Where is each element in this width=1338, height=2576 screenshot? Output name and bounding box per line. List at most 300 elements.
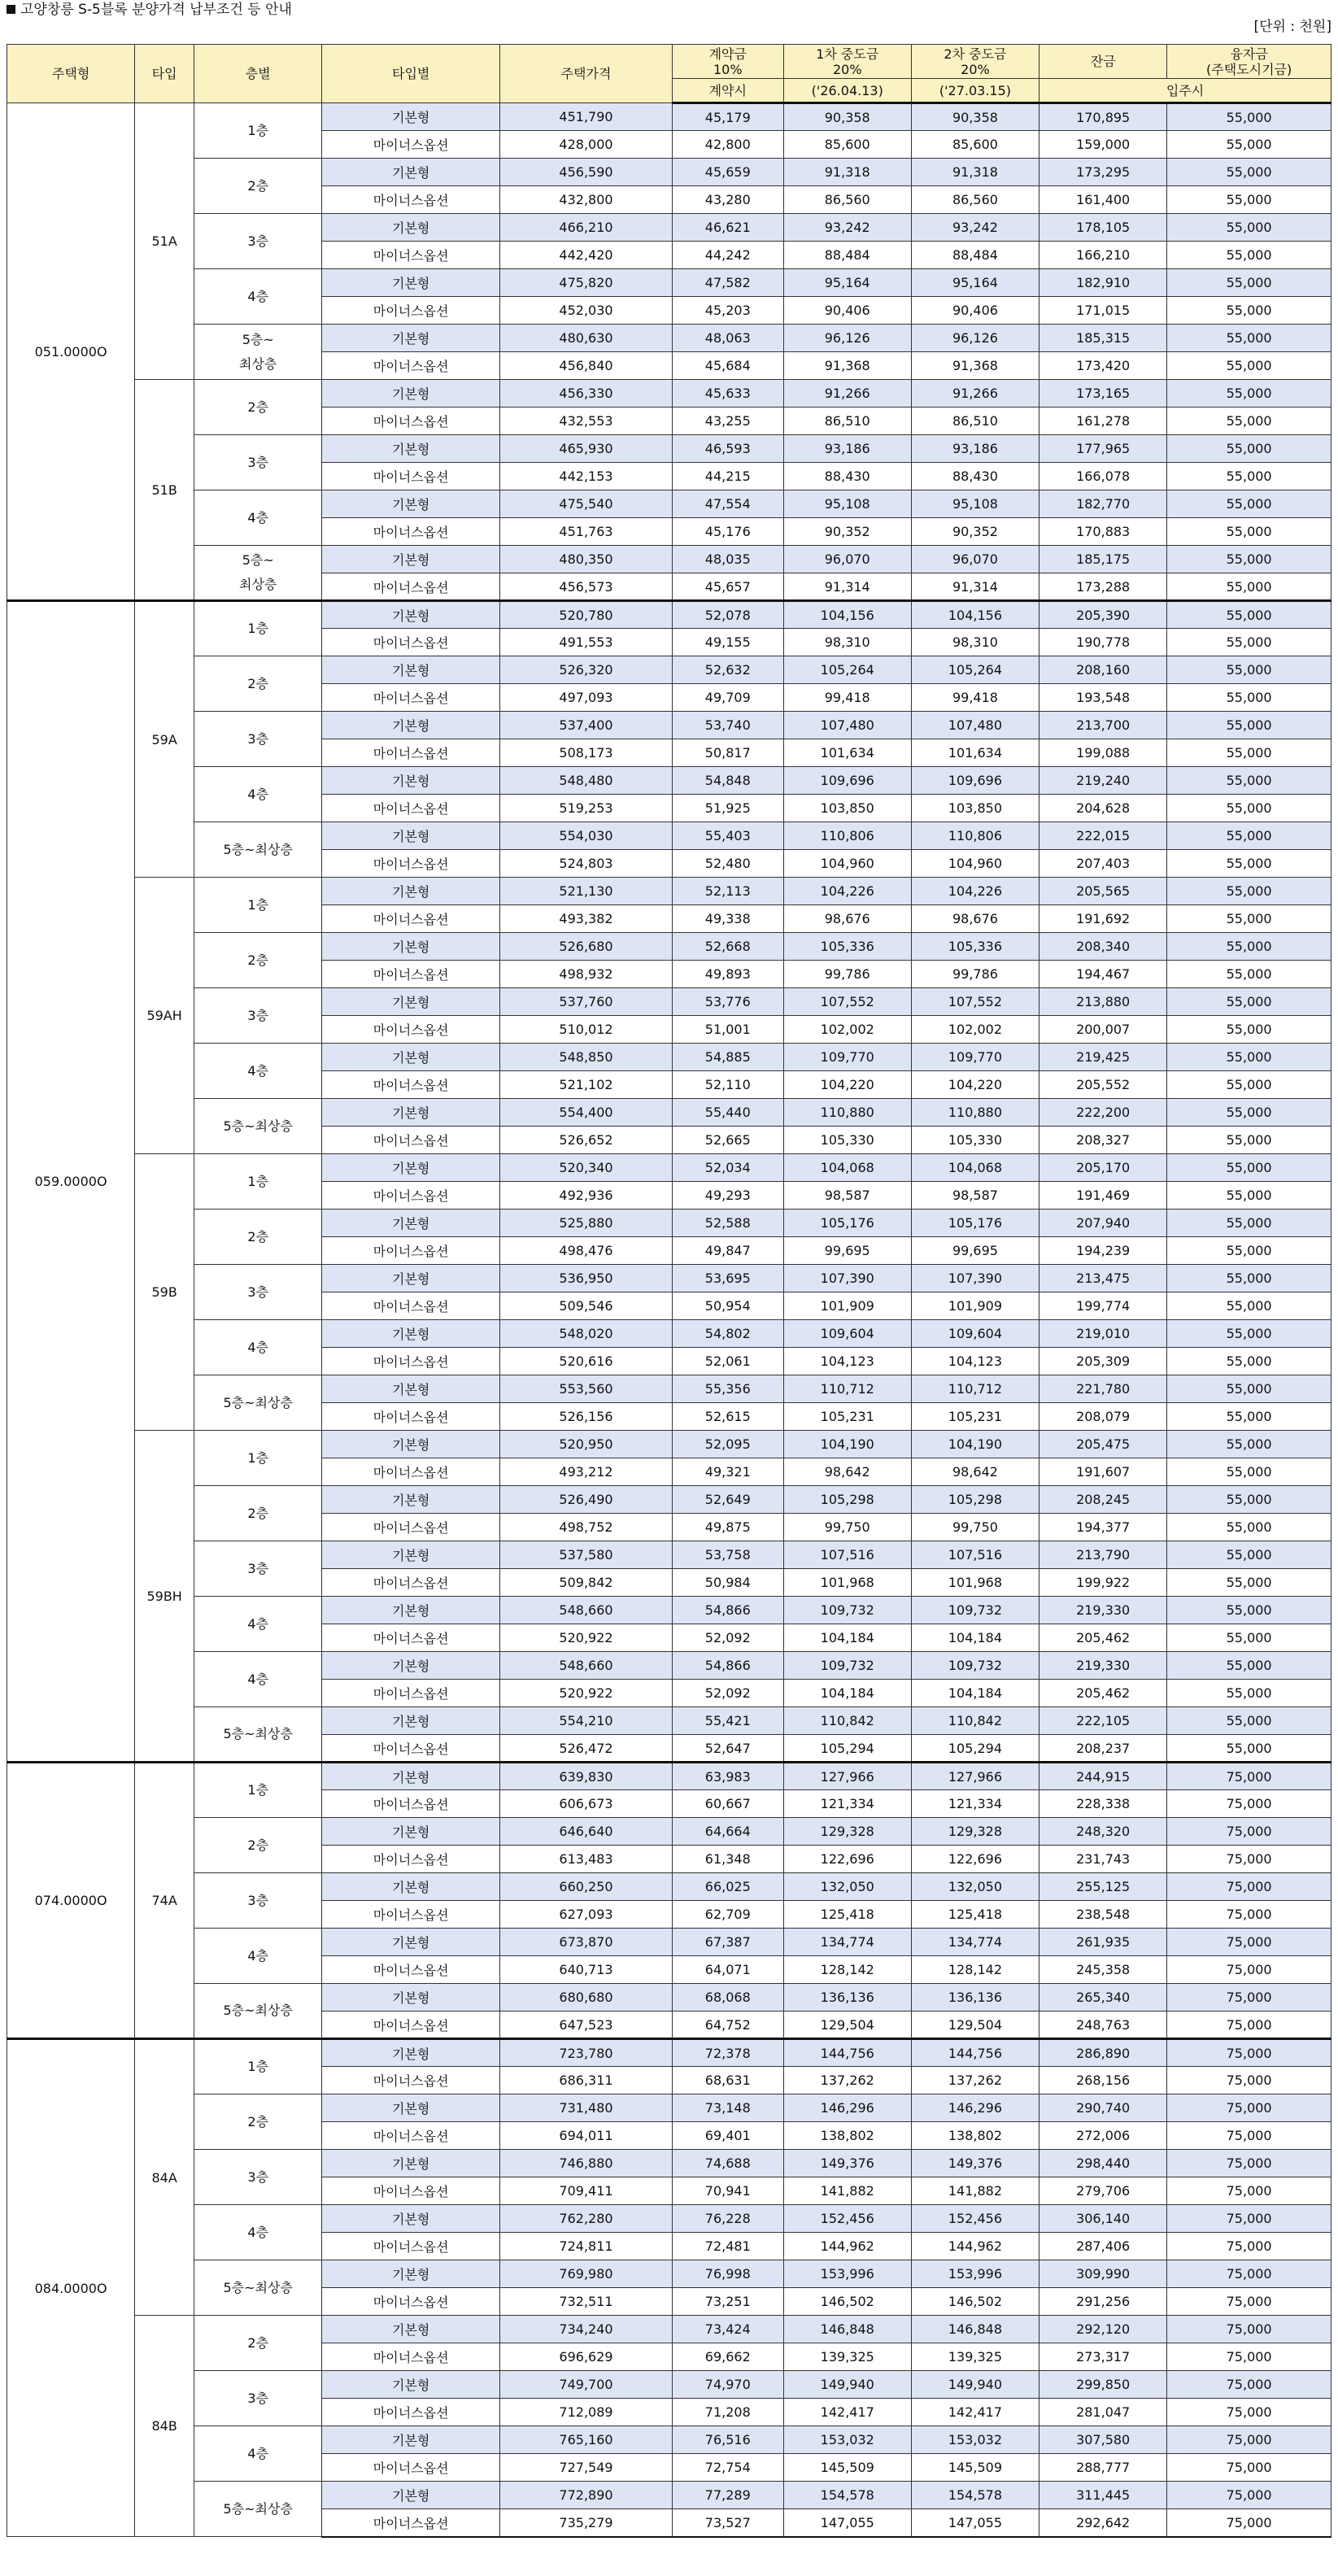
header-house-type: 주택형 [7, 45, 135, 103]
contract-cell: 76,998 [672, 2260, 783, 2288]
mid1-cell: 90,358 [783, 103, 911, 131]
loan-cell: 55,000 [1167, 767, 1331, 795]
mid2-cell: 101,909 [911, 1292, 1039, 1320]
mid1-cell: 86,560 [783, 186, 911, 214]
type-detail-cell: 마이너스옵션 [322, 1624, 500, 1652]
type-detail-cell: 마이너스옵션 [322, 1735, 500, 1763]
contract-cell: 53,776 [672, 988, 783, 1016]
contract-cell: 45,659 [672, 159, 783, 186]
table-row [7, 1873, 1331, 1901]
price-cell: 548,660 [500, 1597, 673, 1624]
balance-cell: 248,320 [1039, 1818, 1167, 1846]
mid2-cell: 104,184 [911, 1680, 1039, 1707]
mid2-cell: 104,220 [911, 1071, 1039, 1099]
balance-cell: 182,910 [1039, 269, 1167, 297]
mid1-cell: 137,262 [783, 2067, 911, 2094]
price-cell: 498,752 [500, 1514, 673, 1541]
balance-cell: 219,330 [1039, 1597, 1167, 1624]
mid2-cell: 147,055 [911, 2509, 1039, 2537]
balance-cell: 272,006 [1039, 2122, 1167, 2150]
mid1-cell: 90,352 [783, 518, 911, 546]
contract-cell: 74,970 [672, 2371, 783, 2399]
type-detail-cell: 기본형 [322, 2260, 500, 2288]
table-row [7, 2371, 1331, 2399]
table-row [7, 2426, 1331, 2454]
table-row [7, 1929, 1331, 1956]
type-detail-cell: 기본형 [322, 1707, 500, 1735]
price-cell: 497,093 [500, 684, 673, 712]
title-text: 고양창릉 S-5블록 분양가격 납부조건 등 안내 [20, 2, 292, 18]
loan-cell: 55,000 [1167, 629, 1331, 656]
contract-cell: 52,110 [672, 1071, 783, 1099]
balance-cell: 222,015 [1039, 822, 1167, 850]
mid1-cell: 134,774 [783, 1929, 911, 1956]
table-row [7, 1431, 1331, 1458]
table-row [7, 546, 1331, 573]
type-detail-cell: 마이너스옵션 [322, 1458, 500, 1486]
loan-cell: 55,000 [1167, 186, 1331, 214]
type-detail-cell: 마이너스옵션 [322, 1956, 500, 1984]
mid2-cell: 98,676 [911, 905, 1039, 933]
type-cell: 59B [135, 1154, 194, 1431]
type-detail-cell: 기본형 [322, 601, 500, 629]
mid2-cell: 95,164 [911, 269, 1039, 297]
mid2-cell: 138,802 [911, 2122, 1039, 2150]
balance-cell: 298,440 [1039, 2150, 1167, 2177]
mid1-cell: 146,502 [783, 2288, 911, 2316]
header-balance: 잔금 [1039, 45, 1167, 79]
price-cell: 519,253 [500, 795, 673, 822]
mid1-cell: 105,336 [783, 933, 911, 961]
price-cell: 724,811 [500, 2233, 673, 2260]
price-cell: 526,320 [500, 656, 673, 684]
balance-cell: 228,338 [1039, 1790, 1167, 1818]
mid2-cell: 141,882 [911, 2177, 1039, 2205]
floor-cell: 3층 [194, 1265, 322, 1320]
loan-cell: 55,000 [1167, 352, 1331, 380]
header-mid2-sub: ('27.03.15) [911, 79, 1039, 103]
mid2-cell: 96,070 [911, 546, 1039, 573]
type-cell: 84B [135, 2316, 194, 2537]
loan-cell: 55,000 [1167, 1016, 1331, 1044]
balance-cell: 255,125 [1039, 1873, 1167, 1901]
price-cell: 735,279 [500, 2509, 673, 2537]
price-cell: 686,311 [500, 2067, 673, 2094]
type-detail-cell: 기본형 [322, 2316, 500, 2343]
mid1-cell: 88,430 [783, 463, 911, 490]
mid1-cell: 104,184 [783, 1624, 911, 1652]
floor-cell: 3층 [194, 2150, 322, 2205]
contract-cell: 46,593 [672, 435, 783, 463]
contract-cell: 54,848 [672, 767, 783, 795]
balance-cell: 159,000 [1039, 131, 1167, 159]
price-cell: 696,629 [500, 2343, 673, 2371]
type-detail-cell: 기본형 [322, 1486, 500, 1514]
contract-cell: 68,068 [672, 1984, 783, 2012]
price-cell: 772,890 [500, 2482, 673, 2509]
contract-cell: 73,424 [672, 2316, 783, 2343]
header-price: 주택가격 [500, 45, 673, 103]
balance-cell: 205,170 [1039, 1154, 1167, 1182]
table-row [7, 103, 1331, 131]
type-detail-cell: 기본형 [322, 2150, 500, 2177]
price-cell: 520,922 [500, 1624, 673, 1652]
price-cell: 520,922 [500, 1680, 673, 1707]
price-cell: 734,240 [500, 2316, 673, 2343]
floor-cell: 2층 [194, 159, 322, 214]
mid2-cell: 146,848 [911, 2316, 1039, 2343]
house-type-cell: 084.0000O [7, 2039, 135, 2537]
floor-cell: 4층 [194, 1320, 322, 1375]
mid2-cell: 104,960 [911, 850, 1039, 878]
balance-cell: 194,467 [1039, 961, 1167, 988]
type-detail-cell: 기본형 [322, 822, 500, 850]
type-cell: 51B [135, 380, 194, 601]
loan-cell: 55,000 [1167, 961, 1331, 988]
mid1-cell: 102,002 [783, 1016, 911, 1044]
mid2-cell: 88,430 [911, 463, 1039, 490]
floor-cell: 5층~최상층 [194, 2482, 322, 2537]
type-detail-cell: 기본형 [322, 490, 500, 518]
type-detail-cell: 기본형 [322, 1375, 500, 1403]
balance-cell: 191,469 [1039, 1182, 1167, 1210]
mid1-cell: 149,376 [783, 2150, 911, 2177]
mid2-cell: 121,334 [911, 1790, 1039, 1818]
document-title [7, 2, 292, 18]
mid2-cell: 90,358 [911, 103, 1039, 131]
type-detail-cell: 기본형 [322, 1431, 500, 1458]
table-row [7, 435, 1331, 463]
loan-cell: 55,000 [1167, 490, 1331, 518]
table-row [7, 1375, 1331, 1403]
contract-cell: 55,356 [672, 1375, 783, 1403]
price-cell: 553,560 [500, 1375, 673, 1403]
mid1-cell: 107,552 [783, 988, 911, 1016]
price-cell: 709,411 [500, 2177, 673, 2205]
loan-cell: 55,000 [1167, 878, 1331, 905]
price-cell: 660,250 [500, 1873, 673, 1901]
mid1-cell: 103,850 [783, 795, 911, 822]
type-detail-cell: 마이너스옵션 [322, 186, 500, 214]
mid1-cell: 99,750 [783, 1514, 911, 1541]
loan-cell: 55,000 [1167, 905, 1331, 933]
mid1-cell: 105,176 [783, 1210, 911, 1237]
floor-cell: 3층 [194, 712, 322, 767]
contract-cell: 73,527 [672, 2509, 783, 2537]
price-cell: 639,830 [500, 1763, 673, 1790]
loan-cell: 55,000 [1167, 795, 1331, 822]
floor-cell: 3층 [194, 1541, 322, 1597]
contract-cell: 74,688 [672, 2150, 783, 2177]
mid1-cell: 99,786 [783, 961, 911, 988]
type-detail-cell: 기본형 [322, 103, 500, 131]
header-loan: 융자금 (주택도시기금) [1167, 45, 1331, 79]
balance-cell: 170,895 [1039, 103, 1167, 131]
type-detail-cell: 기본형 [322, 1541, 500, 1569]
balance-cell: 248,763 [1039, 2012, 1167, 2039]
type-detail-cell: 기본형 [322, 1320, 500, 1348]
type-detail-cell: 기본형 [322, 1873, 500, 1901]
table-row [7, 2205, 1331, 2233]
loan-cell: 75,000 [1167, 2343, 1331, 2371]
mid1-cell: 98,310 [783, 629, 911, 656]
mid2-cell: 99,750 [911, 1514, 1039, 1541]
contract-cell: 55,440 [672, 1099, 783, 1127]
mid2-cell: 93,242 [911, 214, 1039, 242]
type-detail-cell: 기본형 [322, 933, 500, 961]
loan-cell: 55,000 [1167, 1431, 1331, 1458]
table-row [7, 1707, 1331, 1735]
contract-cell: 45,684 [672, 352, 783, 380]
loan-cell: 55,000 [1167, 988, 1331, 1016]
price-cell: 732,511 [500, 2288, 673, 2316]
loan-cell: 75,000 [1167, 2316, 1331, 2343]
contract-cell: 52,615 [672, 1403, 783, 1431]
mid1-cell: 101,909 [783, 1292, 911, 1320]
type-detail-cell: 마이너스옵션 [322, 1403, 500, 1431]
mid1-cell: 144,756 [783, 2039, 911, 2067]
loan-cell: 55,000 [1167, 1292, 1331, 1320]
type-detail-cell: 마이너스옵션 [322, 1071, 500, 1099]
contract-cell: 76,228 [672, 2205, 783, 2233]
house-type-cell: 059.0000O [7, 601, 135, 1763]
table-row [7, 325, 1331, 352]
contract-cell: 49,338 [672, 905, 783, 933]
mid1-cell: 99,418 [783, 684, 911, 712]
contract-cell: 54,802 [672, 1320, 783, 1348]
table-row [7, 2316, 1331, 2343]
mid2-cell: 107,552 [911, 988, 1039, 1016]
mid2-cell: 88,484 [911, 242, 1039, 269]
price-cell: 526,156 [500, 1403, 673, 1431]
table-row [7, 1265, 1331, 1292]
loan-cell: 75,000 [1167, 2205, 1331, 2233]
mid1-cell: 142,417 [783, 2399, 911, 2426]
floor-cell: 2층 [194, 1486, 322, 1541]
price-cell: 627,093 [500, 1901, 673, 1929]
price-cell: 526,680 [500, 933, 673, 961]
loan-cell: 75,000 [1167, 1846, 1331, 1873]
mid2-cell: 104,123 [911, 1348, 1039, 1375]
contract-cell: 42,800 [672, 131, 783, 159]
type-detail-cell: 기본형 [322, 2039, 500, 2067]
floor-cell: 1층 [194, 2039, 322, 2094]
balance-cell: 173,295 [1039, 159, 1167, 186]
mid1-cell: 91,368 [783, 352, 911, 380]
contract-cell: 45,657 [672, 573, 783, 601]
price-cell: 480,630 [500, 325, 673, 352]
type-detail-cell: 기본형 [322, 656, 500, 684]
contract-cell: 69,401 [672, 2122, 783, 2150]
balance-cell: 299,850 [1039, 2371, 1167, 2399]
price-cell: 554,400 [500, 1099, 673, 1127]
balance-cell: 185,175 [1039, 546, 1167, 573]
balance-cell: 166,078 [1039, 463, 1167, 490]
mid1-cell: 91,266 [783, 380, 911, 408]
type-detail-cell: 마이너스옵션 [322, 1237, 500, 1265]
loan-cell: 55,000 [1167, 1044, 1331, 1071]
price-cell: 765,160 [500, 2426, 673, 2454]
mid1-cell: 90,406 [783, 297, 911, 325]
loan-cell: 55,000 [1167, 1071, 1331, 1099]
mid1-cell: 132,050 [783, 1873, 911, 1901]
balance-cell: 200,007 [1039, 1016, 1167, 1044]
mid2-cell: 110,712 [911, 1375, 1039, 1403]
loan-cell: 75,000 [1167, 2454, 1331, 2482]
mid1-cell: 110,842 [783, 1707, 911, 1735]
mid2-cell: 90,406 [911, 297, 1039, 325]
floor-cell: 3층 [194, 2371, 322, 2426]
mid1-cell: 109,604 [783, 1320, 911, 1348]
mid1-cell: 109,732 [783, 1597, 911, 1624]
mid2-cell: 105,294 [911, 1735, 1039, 1763]
table-row [7, 1486, 1331, 1514]
table-row [7, 1210, 1331, 1237]
contract-cell: 52,668 [672, 933, 783, 961]
price-cell: 428,000 [500, 131, 673, 159]
header-contract: 계약금 10% [672, 45, 783, 79]
contract-cell: 50,954 [672, 1292, 783, 1320]
type-detail-cell: 마이너스옵션 [322, 1569, 500, 1597]
mid1-cell: 146,848 [783, 2316, 911, 2343]
balance-cell: 205,552 [1039, 1071, 1167, 1099]
balance-cell: 208,079 [1039, 1403, 1167, 1431]
type-detail-cell: 기본형 [322, 2426, 500, 2454]
type-detail-cell: 기본형 [322, 1984, 500, 2012]
balance-cell: 245,358 [1039, 1956, 1167, 1984]
header-mid1-sub: ('26.04.13) [783, 79, 911, 103]
mid1-cell: 101,968 [783, 1569, 911, 1597]
mid2-cell: 110,806 [911, 822, 1039, 850]
mid1-cell: 146,296 [783, 2094, 911, 2122]
mid1-cell: 109,732 [783, 1652, 911, 1680]
type-detail-cell: 마이너스옵션 [322, 2454, 500, 2482]
loan-cell: 55,000 [1167, 408, 1331, 435]
balance-cell: 208,237 [1039, 1735, 1167, 1763]
balance-cell: 231,743 [1039, 1846, 1167, 1873]
loan-cell: 75,000 [1167, 2039, 1331, 2067]
table-row [7, 1652, 1331, 1680]
contract-cell: 48,063 [672, 325, 783, 352]
mid2-cell: 152,456 [911, 2205, 1039, 2233]
loan-cell: 75,000 [1167, 2067, 1331, 2094]
mid2-cell: 134,774 [911, 1929, 1039, 1956]
mid2-cell: 109,770 [911, 1044, 1039, 1071]
mid1-cell: 104,184 [783, 1680, 911, 1707]
contract-cell: 43,255 [672, 408, 783, 435]
loan-cell: 55,000 [1167, 131, 1331, 159]
contract-cell: 49,893 [672, 961, 783, 988]
loan-cell: 55,000 [1167, 656, 1331, 684]
table-row [7, 822, 1331, 850]
table-row [7, 1818, 1331, 1846]
table-row [7, 767, 1331, 795]
mid1-cell: 104,156 [783, 601, 911, 629]
header-contract-sub: 계약시 [672, 79, 783, 103]
loan-cell: 55,000 [1167, 850, 1331, 878]
type-detail-cell: 기본형 [322, 712, 500, 739]
mid1-cell: 104,190 [783, 1431, 911, 1458]
contract-cell: 55,403 [672, 822, 783, 850]
loan-cell: 55,000 [1167, 1099, 1331, 1127]
contract-cell: 55,421 [672, 1707, 783, 1735]
contract-cell: 50,984 [672, 1569, 783, 1597]
table-row [7, 988, 1331, 1016]
mid2-cell: 139,325 [911, 2343, 1039, 2371]
mid2-cell: 85,600 [911, 131, 1039, 159]
price-cell: 646,640 [500, 1818, 673, 1846]
balance-cell: 219,010 [1039, 1320, 1167, 1348]
mid1-cell: 93,186 [783, 435, 911, 463]
contract-cell: 50,817 [672, 739, 783, 767]
price-cell: 731,480 [500, 2094, 673, 2122]
price-cell: 480,350 [500, 546, 673, 573]
balance-cell: 199,922 [1039, 1569, 1167, 1597]
table-row [7, 1984, 1331, 2012]
mid1-cell: 105,330 [783, 1127, 911, 1154]
type-cell: 84A [135, 2039, 194, 2316]
type-detail-cell: 마이너스옵션 [322, 2012, 500, 2039]
balance-cell: 191,692 [1039, 905, 1167, 933]
balance-cell: 208,245 [1039, 1486, 1167, 1514]
mid2-cell: 98,310 [911, 629, 1039, 656]
mid2-cell: 86,510 [911, 408, 1039, 435]
floor-cell: 2층 [194, 656, 322, 712]
contract-cell: 64,752 [672, 2012, 783, 2039]
mid2-cell: 153,996 [911, 2260, 1039, 2288]
loan-cell: 75,000 [1167, 1956, 1331, 1984]
table-row [7, 1763, 1331, 1790]
square-bullet-icon [7, 5, 15, 14]
mid2-cell: 105,231 [911, 1403, 1039, 1431]
table-row [7, 601, 1331, 629]
type-detail-cell: 마이너스옵션 [322, 1127, 500, 1154]
mid2-cell: 122,696 [911, 1846, 1039, 1873]
mid2-cell: 101,634 [911, 739, 1039, 767]
balance-cell: 306,140 [1039, 2205, 1167, 2233]
mid1-cell: 99,695 [783, 1237, 911, 1265]
table-body [7, 103, 1331, 2537]
mid2-cell: 99,418 [911, 684, 1039, 712]
mid2-cell: 95,108 [911, 490, 1039, 518]
contract-cell: 69,662 [672, 2343, 783, 2371]
contract-cell: 49,875 [672, 1514, 783, 1541]
price-cell: 673,870 [500, 1929, 673, 1956]
mid2-cell: 145,509 [911, 2454, 1039, 2482]
mid2-cell: 105,298 [911, 1486, 1039, 1514]
type-detail-cell: 마이너스옵션 [322, 1901, 500, 1929]
type-detail-cell: 마이너스옵션 [322, 1292, 500, 1320]
table-row [7, 933, 1331, 961]
contract-cell: 66,025 [672, 1873, 783, 1901]
table-row [7, 2260, 1331, 2288]
contract-cell: 45,203 [672, 297, 783, 325]
floor-cell: 1층 [194, 601, 322, 656]
contract-cell: 44,242 [672, 242, 783, 269]
price-cell: 536,950 [500, 1265, 673, 1292]
table-row [7, 1320, 1331, 1348]
price-cell: 520,340 [500, 1154, 673, 1182]
loan-cell: 75,000 [1167, 2012, 1331, 2039]
price-cell: 525,880 [500, 1210, 673, 1237]
type-detail-cell: 마이너스옵션 [322, 1514, 500, 1541]
floor-cell: 3층 [194, 1873, 322, 1929]
type-detail-cell: 기본형 [322, 878, 500, 905]
type-detail-cell: 마이너스옵션 [322, 2399, 500, 2426]
loan-cell: 55,000 [1167, 712, 1331, 739]
type-detail-cell: 기본형 [322, 1763, 500, 1790]
balance-cell: 290,740 [1039, 2094, 1167, 2122]
